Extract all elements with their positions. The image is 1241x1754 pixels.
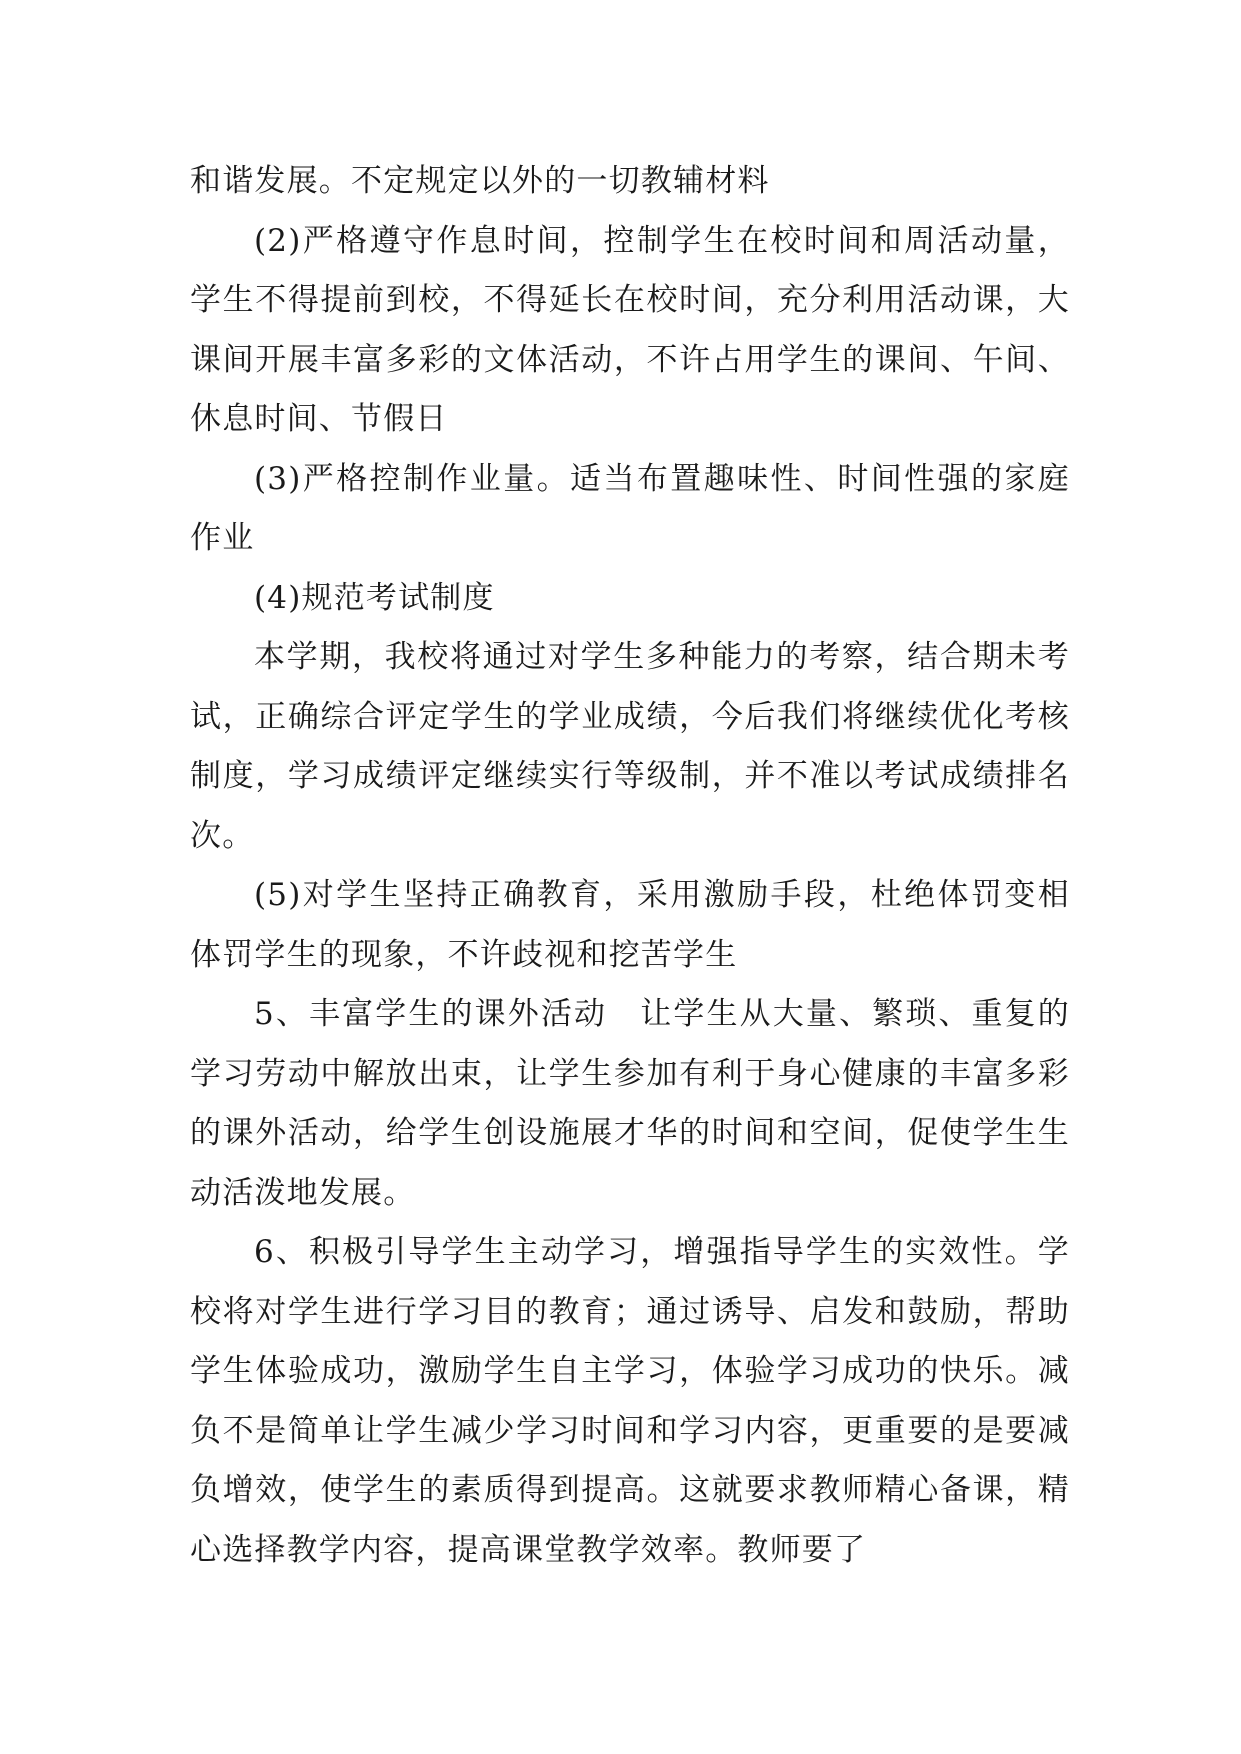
paragraph-2: (2)严格遵守作息时间，控制学生在校时间和周活动量，学生不得提前到校，不得延长在校时间，充分利用活动课，大课间开展丰富多彩的文体活动，不许占用学生的课间、午间、休息时间、节假日 bbox=[190, 222, 1070, 437]
paragraph-6: (5)对学生坚持正确教育，采用激励手段，杜绝体罚变相体罚学生的现象，不许歧视和挖苦学生 bbox=[190, 877, 1070, 973]
paragraph-8: 6、积极引导学生主动学习，增强指导学生的实效性。学校将对学生进行学习目的教育；通过诱导、启发和鼓励，帮助学生体验成功，激励学生自主学习，体验学习成功的快乐。减负不是简单让学生减少学习时间和学习内容，更重要的是要减负增效，使学生的素质得到提高。这就要求教师精心备课，精心选择教学内容，提高课堂教学效率。教师要了 bbox=[190, 1234, 1070, 1568]
paragraph-5: 本学期，我校将通过对学生多种能力的考察，结合期未考试，正确综合评定学生的学业成绩，今后我们将继续优化考核制度，学习成绩评定继续实行等级制，并不准以考试成绩排名次。 bbox=[190, 639, 1070, 854]
paragraph-7: 5、丰富学生的课外活动 让学生从大量、繁琐、重复的学习劳动中解放出束，让学生参加有利于身心健康的丰富多彩的课外活动，给学生创设施展才华的时间和空间，促使学生生动活泼地发展。 bbox=[190, 996, 1070, 1211]
document-body bbox=[190, 152, 1070, 1580]
paragraph-1: 和谐发展。不定规定以外的一切教辅材料 bbox=[190, 163, 770, 199]
paragraph-3: (3)严格控制作业量。适当布置趣味性、时间性强的家庭作业 bbox=[190, 460, 1070, 556]
paragraph-4: (4)规范考试制度 bbox=[254, 579, 495, 616]
